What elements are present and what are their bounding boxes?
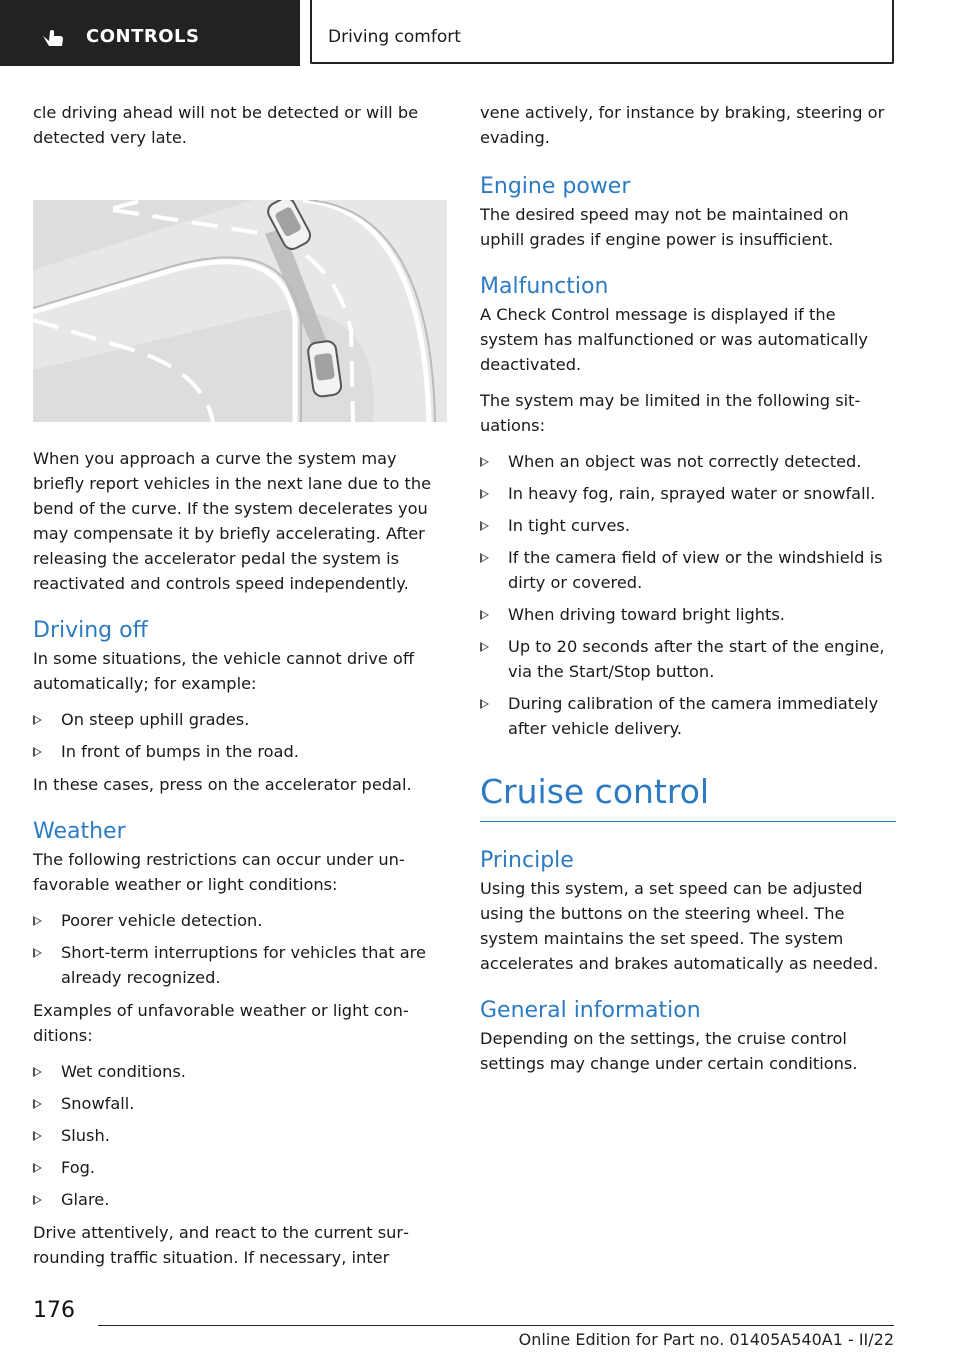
- malfunction-text-2: The system may be limited in the following situations:: [480, 391, 861, 435]
- list-item: In heavy fog, rain, sprayed water or snowfall.: [480, 481, 896, 506]
- weather-examples-list: [33, 1059, 449, 1212]
- list-item: When driving toward bright lights.: [480, 602, 896, 627]
- cruise-control-title: Cruise control: [480, 772, 710, 811]
- page-number: 176: [33, 1298, 75, 1323]
- continuation-paragraph: vene actively, for instance by braking, steering or evading.: [480, 103, 885, 147]
- triangle-bullet-icon: [480, 553, 489, 563]
- road-curve-diagram: [33, 200, 447, 422]
- triangle-bullet-icon: [33, 715, 42, 725]
- driving-off-list: [33, 707, 449, 764]
- triangle-bullet-icon: [480, 610, 489, 620]
- triangle-bullet-icon: [33, 1163, 42, 1173]
- weather-heading: Weather: [33, 819, 126, 844]
- list-item: Wet conditions.: [33, 1059, 449, 1084]
- driving-off-text: In some situations, the vehicle cannot drive off automatically; for example:: [33, 649, 414, 693]
- triangle-bullet-icon: [33, 1099, 42, 1109]
- list-item: Fog.: [33, 1155, 449, 1180]
- malfunction-text-1: A Check Control message is displayed if the system has malfunctioned or was automatically deactivated.: [480, 305, 868, 374]
- triangle-bullet-icon: [33, 1131, 42, 1141]
- triangle-bullet-icon: [480, 489, 489, 499]
- triangle-bullet-icon: [480, 642, 489, 652]
- weather-after: Drive attentively, and react to the current surrounding traffic situation. If necessary, inter: [33, 1223, 409, 1267]
- right-column: [480, 100, 896, 1087]
- list-item: Snowfall.: [33, 1091, 449, 1116]
- footer-divider: [98, 1325, 894, 1326]
- general-information-text: Depending on the settings, the cruise control settings may change under certain conditions.: [480, 1029, 858, 1073]
- list-item: Up to 20 seconds after the start of the engine, via the Start/Stop button.: [480, 634, 896, 684]
- list-item: When an object was not correctly detected.: [480, 449, 896, 474]
- triangle-bullet-icon: [480, 457, 489, 467]
- triangle-bullet-icon: [33, 747, 42, 757]
- chapter-title: Driving comfort: [328, 27, 461, 47]
- list-item: Slush.: [33, 1123, 449, 1148]
- list-item: Short-term interruptions for vehicles that are already recognized.: [33, 940, 449, 990]
- weather-examples-text: Examples of unfavorable weather or light conditions:: [33, 1001, 409, 1045]
- list-item: Glare.: [33, 1187, 449, 1212]
- triangle-bullet-icon: [480, 699, 489, 709]
- triangle-bullet-icon: [33, 1067, 42, 1077]
- principle-text: Using this system, a set speed can be adjusted using the buttons on the steering wheel. The system maintains the set speed. The system accelerates and brakes automatically as needed.: [480, 879, 879, 973]
- malfunction-list: [480, 449, 896, 741]
- left-column: [33, 100, 449, 1281]
- curve-paragraph: When you approach a curve the system may briefly report vehicles in the next lane due to the bend of the curve. If the system decelerates you may compensate it by briefly accelerating. After releasing the accelerator pedal the system is reactivated and controls speed independently.: [33, 449, 432, 593]
- curve-detection-illustration: [33, 200, 447, 422]
- principle-heading: Principle: [480, 848, 574, 873]
- engine-power-heading: Engine power: [480, 174, 631, 199]
- section-title: CONTROLS: [86, 26, 200, 47]
- triangle-bullet-icon: [33, 916, 42, 926]
- section-divider: [480, 821, 896, 822]
- general-information-heading: General information: [480, 998, 701, 1023]
- page-header: [0, 0, 960, 66]
- list-item: On steep uphill grades.: [33, 707, 449, 732]
- hand-pointer-icon: [40, 24, 66, 48]
- chapter-tab: [310, 0, 894, 64]
- list-item: In front of bumps in the road.: [33, 739, 449, 764]
- engine-power-text: The desired speed may not be maintained on uphill grades if engine power is insufficient.: [480, 205, 849, 249]
- driving-off-heading: Driving off: [33, 618, 148, 643]
- list-item: Poorer vehicle detection.: [33, 908, 449, 933]
- triangle-bullet-icon: [33, 1195, 42, 1205]
- triangle-bullet-icon: [33, 948, 42, 958]
- intro-paragraph: cle driving ahead will not be detected or will be detected very late.: [33, 103, 419, 147]
- weather-list: [33, 908, 449, 990]
- list-item: During calibration of the camera immediately after vehicle delivery.: [480, 691, 896, 741]
- edition-note: Online Edition for Part no. 01405A540A1 - II/22: [518, 1330, 894, 1349]
- list-item: In tight curves.: [480, 513, 896, 538]
- malfunction-heading: Malfunction: [480, 274, 609, 299]
- section-tab: [0, 0, 300, 66]
- triangle-bullet-icon: [480, 521, 489, 531]
- list-item: If the camera field of view or the windshield is dirty or covered.: [480, 545, 896, 595]
- weather-text: The following restrictions can occur under unfavorable weather or light conditions:: [33, 850, 405, 894]
- driving-off-after: In these cases, press on the accelerator pedal.: [33, 775, 412, 794]
